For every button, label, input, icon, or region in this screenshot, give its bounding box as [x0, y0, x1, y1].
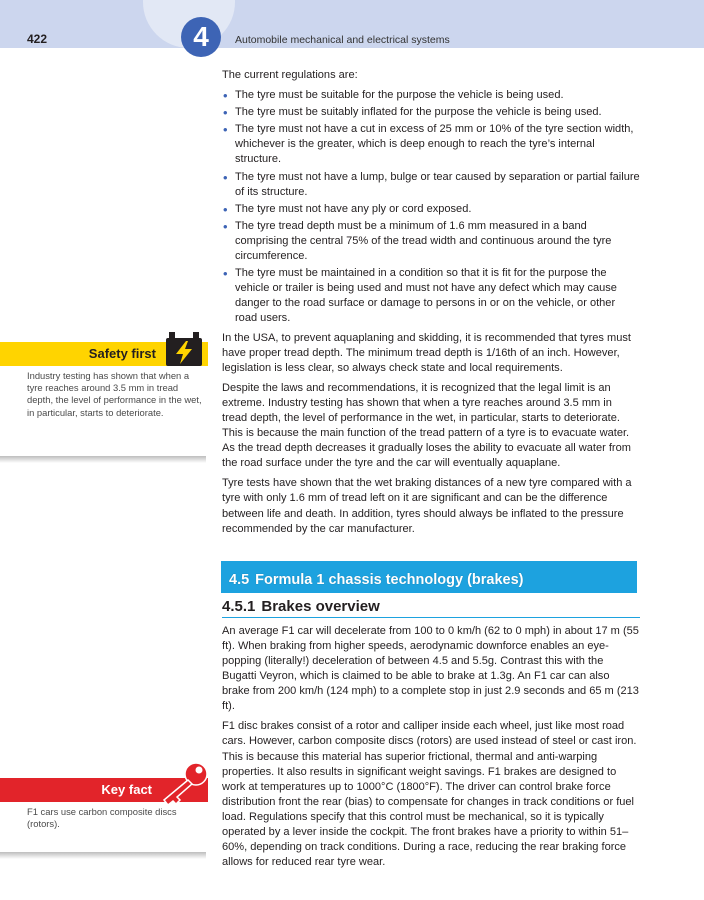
- list-item: [222, 219, 640, 264]
- bullet-icon: •: [223, 88, 228, 104]
- safety-first-text: Industry testing has shown that when a tyre reaches around 3.5 mm in tread depth, the level of performance in the wet, in particular, starts to deteriorate.: [27, 370, 202, 418]
- key-fact-title: Key fact: [101, 782, 152, 797]
- list-item: [222, 170, 640, 200]
- list-item-text: The tyre must be suitable for the purpose the vehicle is being used.: [235, 89, 564, 102]
- battery-lightning-icon: [164, 330, 204, 366]
- regulations-intro: The current regulations are:: [222, 69, 358, 81]
- safety-box-shadow: [0, 456, 206, 463]
- section-title: Formula 1 chassis technology (brakes): [255, 571, 524, 588]
- list-item-text: The tyre must be suitably inflated for the purpose the vehicle is being used.: [235, 106, 602, 119]
- list-item-text: The tyre tread depth must be a minimum of 1.6 mm measured in a band comprising the central 75% of the tread width and continuous around the tyre circumference.: [235, 219, 612, 263]
- list-item-text: The tyre must not have a lump, bulge or tear caused by separation or partial failure of its structure.: [235, 170, 640, 198]
- chapter-number-badge: 4: [181, 17, 221, 57]
- section-number: 4.5: [229, 571, 250, 588]
- list-item: [222, 122, 640, 167]
- subsection-title: Brakes overview: [261, 597, 380, 615]
- bullet-icon: •: [223, 266, 228, 282]
- paragraph-deceleration: An average F1 car will decelerate from 100 to 0 km/h (62 to 0 mph) in about 17 m (55 ft). When braking from higher speeds, aerodynamic downforce enables an eye-popping (literally!) deceleration of between 4.5 and 5.5g. Contrast this with the Bugatti Veyron, which is claimed to be able to brake at 1.3g. An F1 car can also brake from 200 km/h (124 mph) to a complete stop in just 2.9 seconds and 65 m (213 ft).: [222, 624, 639, 713]
- subsection-heading: [222, 599, 640, 618]
- list-item-text: The tyre must not have any ply or cord exposed.: [235, 202, 472, 215]
- safety-first-band: [0, 342, 208, 366]
- running-title: Automobile mechanical and electrical systems: [235, 34, 450, 46]
- bullet-icon: •: [223, 105, 228, 121]
- key-fact-box: [0, 778, 208, 858]
- paragraph-disc-brakes: F1 disc brakes consist of a rotor and calliper inside each wheel, just like most road cars. However, carbon composite discs (rotors) are used instead of steel or cast iron. This is because this material has superior frictional, thermal and anti-warping properties. It also results in significant weight savings. F1 brakes are designed to work at temperatures up to 1000°C (1800°F). The driver can control brake force distribution front the rear (bias) to compensate for changes in track conditions or fuel load. Regulations specify that this control must be mechanical, so it is typically operated by a lever inside the cockpit. The front brakes have a priority to within 51–60%, depending on track conditions. During a race, reducing the rear braking force allows for reduced rear tyre wear.: [222, 720, 637, 869]
- paragraph-usa: In the USA, to prevent aquaplaning and skidding, it is recommended that tyres must have proper tread depth. The minimum tread depth is 1/16th of an inch. However, legislation is less clear, so always check state and local requirements.: [222, 331, 631, 374]
- list-item: [222, 266, 640, 326]
- main-column: [222, 68, 640, 875]
- bullet-icon: •: [223, 122, 228, 138]
- section-heading: [221, 561, 637, 593]
- list-item-text: The tyre must not have a cut in excess of 25 mm or 10% of the tyre section width, whichever is the greater, which is deep enough to reach the tyre’s internal structure.: [235, 123, 634, 166]
- key-fact-band: [0, 778, 208, 802]
- safety-first-title: Safety first: [88, 346, 156, 361]
- paragraph-tyre-tests: Tyre tests have shown that the wet braking distances of a new tyre compared with a tyre with only 1.6 mm of tread left on it are significant and can be the difference between life and death. In addition, tyres should always be inflated to the pressure recommended by the car manufacturer.: [222, 477, 632, 535]
- list-item: [222, 202, 640, 217]
- page-number: 422: [27, 32, 48, 46]
- subsection-number: 4.5.1: [222, 597, 256, 615]
- bullet-icon: •: [223, 169, 228, 185]
- key-fact-text: F1 cars use carbon composite discs (rotors).: [27, 806, 177, 830]
- key-icon: [156, 760, 212, 808]
- safety-first-box: [0, 342, 208, 462]
- regulations-list: [222, 88, 640, 326]
- key-fact-shadow: [0, 852, 206, 859]
- paragraph-legal-limit: Despite the laws and recommendations, it is recognized that the legal limit is an extreme. Industry testing has shown that when a tyre reaches around 3.5 mm in tread depth, the level of performance in the wet, in particular, starts to deteriorate. This is because the main function of the tread pattern of a tyre is to evacuate water. As the tread depth decreases it gradually loses the ability to evacuate all water from the road surface under the tyre and the car will eventually aquaplane.: [222, 381, 631, 470]
- list-item-text: The tyre must be maintained in a condition so that it is fit for the purpose the vehicle or trailer is being used and must not have any defect which may cause danger to the road surface or damage to persons in or on the vehicle, or other road users.: [235, 267, 617, 325]
- bullet-icon: •: [223, 218, 228, 234]
- list-item: [222, 88, 640, 103]
- list-item: [222, 105, 640, 120]
- bullet-icon: •: [223, 201, 228, 217]
